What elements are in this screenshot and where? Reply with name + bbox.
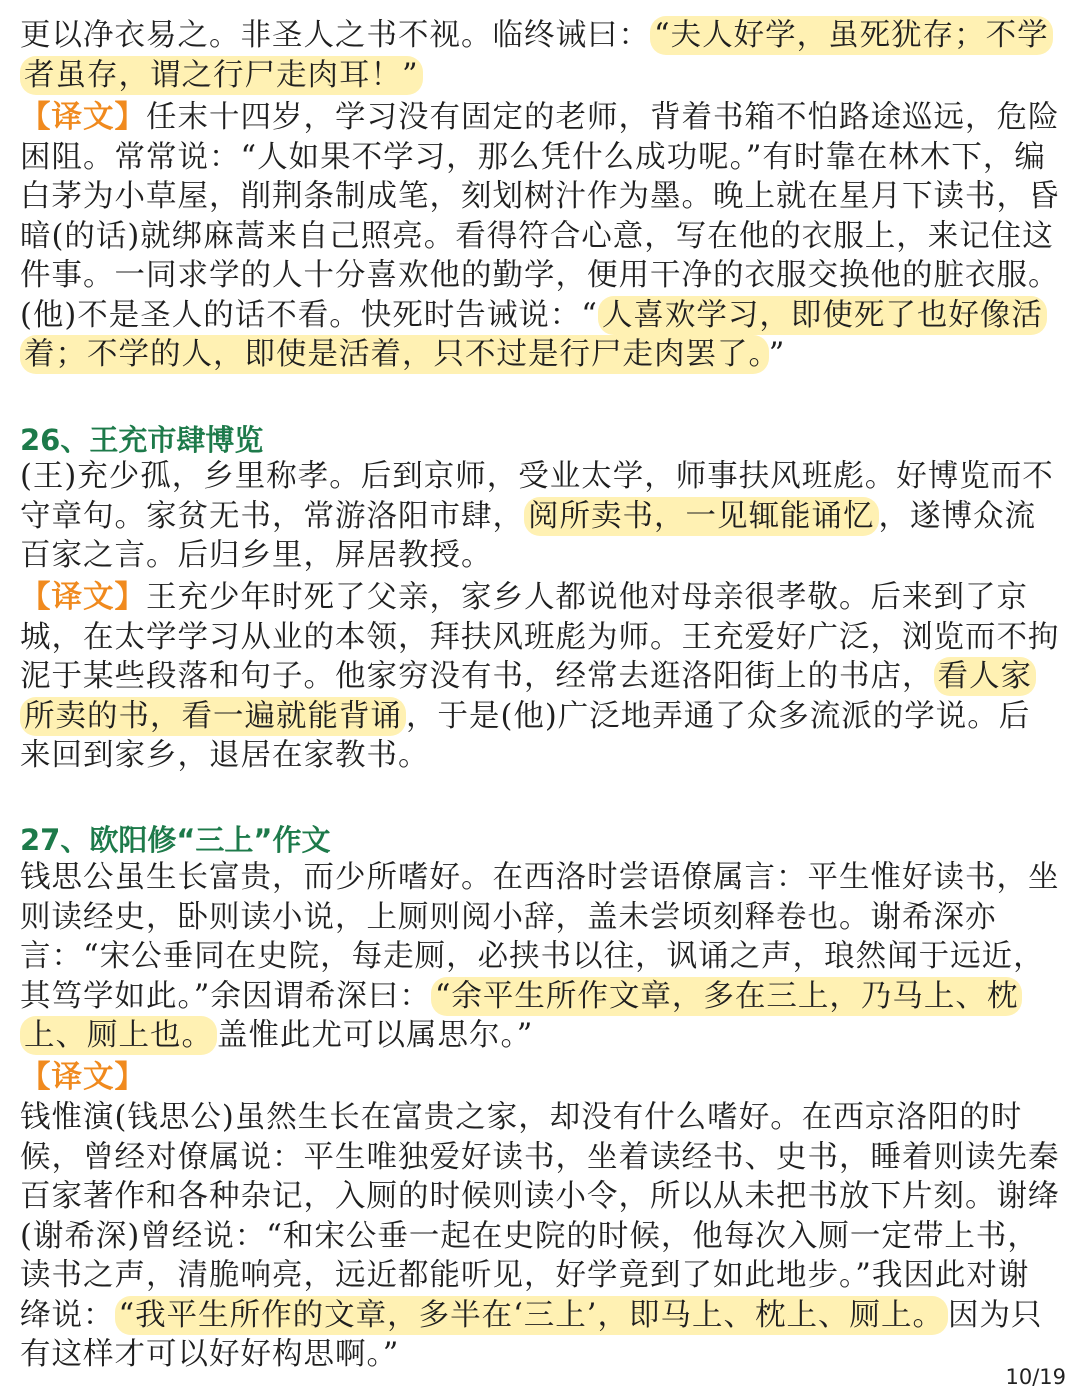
s25-translation-highlight: 人喜欢学习，即使死了也好像活着；不学的人，即使是活着，只不过是行尸走肉罢了。 — [20, 296, 1047, 375]
translation-tag: 【译文】 — [20, 579, 146, 615]
s26-translation-text-2: ，于是(他)广泛地弄通了众多流派的学说。后来回到家乡，退居在家教书。 — [20, 698, 1031, 773]
page-number: 10/19 — [1005, 1365, 1066, 1389]
section-26-title: 26、王充市肆博览 — [20, 423, 264, 457]
s25-translation — [20, 98, 1060, 375]
s27-original — [20, 858, 1060, 1056]
s25-translation-end: ” — [768, 337, 786, 372]
section-27-title: 27、欧阳修“三上”作文 — [20, 823, 331, 857]
s27-translation-tag-line — [20, 1058, 1060, 1098]
translation-tag: 【译文】 — [20, 99, 146, 135]
s26-translation-highlight: 看人家所卖的书，看一遍就能背诵 — [20, 657, 1036, 736]
s27-translation-text: 钱惟演(钱思公)虽然生长在富贵之家，却没有什么嗜好。在西京洛阳的时候，曾经对僚属说：平生唯独爱好读书，坐着读经书、史书，睡着则读先秦百家著作和各种杂记，入厕的时候则读小令，所以从未把书放下片刻。谢绛(谢希深)曾经说：“和宋公垂一起在史院的时候，他每次入厕一定带上书，读书之声，清脆响亮，远近都能听见，好学竟到了如此地步。”我因此对谢绛说： — [20, 1100, 1060, 1333]
s26-original-text-2: ，遂博众流百家之言。后归乡里，屏居教授。 — [20, 498, 1036, 573]
translation-tag: 【译文】 — [20, 1059, 146, 1095]
s27-original-text: 钱思公虽生长富贵，而少所嗜好。在西洛时尝语僚属言：平生惟好读书，坐则读经史，卧则读小说，上厕则阅小辞，盖未尝顷刻释卷也。谢希深亦言：“宋公垂同在史院，每走厕，必挟书以往，讽诵之声，琅然闻于远近，其笃学如此。”余因谓希深曰： — [20, 860, 1060, 1014]
s26-translation — [20, 578, 1060, 776]
s26-translation-text: 王充少年时死了父亲，家乡人都说他对母亲很孝敬。后来到了京城，在太学学习从业的本领，拜扶风班彪为师。王充爱好广泛，浏览而不拘泥于某些段落和句子。他家穷没有书，经常去逛洛阳街上的书店， — [20, 580, 1060, 694]
s25-original-text: 更以净衣易之。非圣人之书不视。临终诫曰： — [20, 18, 650, 53]
s25-original-highlight: “夫人好学，虽死犹存；不学者虽存，谓之行尸走肉耳！” — [20, 16, 1053, 95]
s27-translation-highlight: “我平生所作的文章，多半在‘三上’，即马上、枕上、厕上。 — [115, 1296, 948, 1335]
s25-original-tail — [20, 16, 1060, 95]
s25-translation-text: 任末十四岁，学习没有固定的老师，背着书箱不怕路途巡远，危险困阻。常常说：“人如果不学习，那么凭什么成功呢。”有时靠在林木下，编白茅为小草屋，削荆条制成笔，刻划树汁作为墨。晚上就在星月下读书，昏暗(的话)就绑麻蒿来自己照亮。看得符合心意，写在他的衣服上，来记住这件事。一同求学的人十分喜欢他的勤学，便用干净的衣服交换他的脏衣服。(他)不是圣人的话不看。快死时告诫说：“ — [20, 100, 1060, 333]
s27-translation — [20, 1098, 1060, 1375]
s27-translation-text-2: 因为只有这样才可以好好构思啊。” — [20, 1297, 1043, 1372]
s27-original-text-2: 盖惟此尤可以属思尔。” — [217, 1018, 534, 1053]
s26-original-text: (王)充少孤，乡里称孝。后到京师，受业太学，师事扶风班彪。好博览而不守章句。家贫无书，常游洛阳市肆， — [20, 459, 1054, 534]
s26-original — [20, 457, 1060, 576]
s27-original-highlight: “余平生所作文章，多在三上，乃马上、枕上、厕上也。 — [20, 977, 1022, 1056]
s26-original-highlight: 阅所卖书，一见辄能诵忆 — [524, 497, 879, 536]
